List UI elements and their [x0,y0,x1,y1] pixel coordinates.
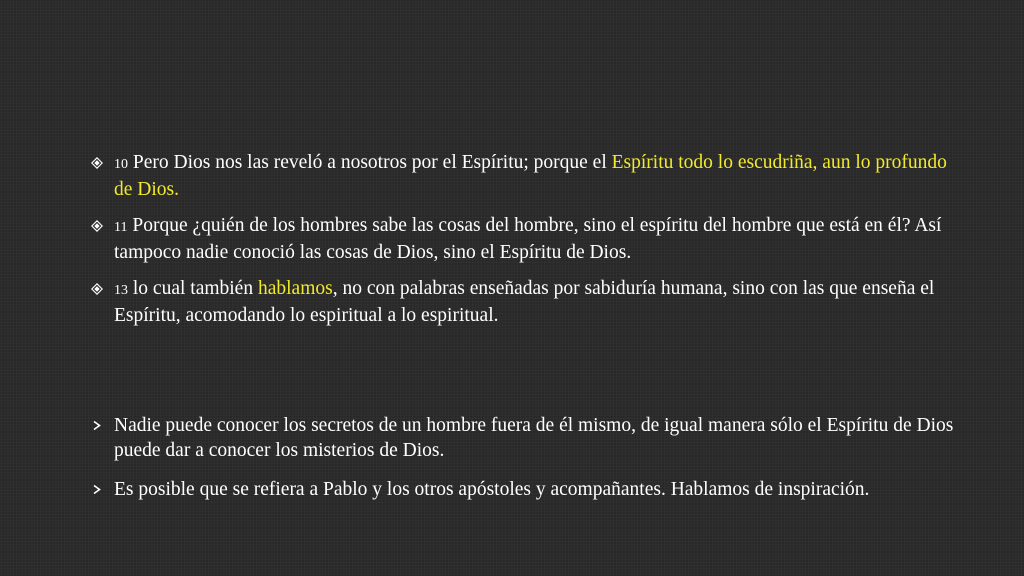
verse-text-after: , no con palabras enseñadas por sabiduría humana, sino con las que enseña el Espíritu, acomodando lo espiritual a lo espiritual. [114,278,935,326]
verse-text-before: lo cual también [128,278,258,299]
verse-highlight: Espíritu todo lo escudriña, aun lo profundo de Dios. [114,152,947,200]
verse-item-13 [88,276,958,328]
verse-number: 11 [114,220,128,235]
diamond-bullet-icon [88,150,106,175]
verse-text [114,213,958,265]
arrow-bullet-icon [88,413,106,438]
verse-number: 13 [114,283,128,298]
diamond-bullet-icon [88,213,106,238]
verse-text-before: Porque ¿quién de los hombres sabe las cosas del hombre, sino el espíritu del hombre que está en él? Así tampoco nadie conoció las cosas de Dios, sino el Espíritu de Dios. [114,215,942,263]
note-item-1 [88,413,958,463]
arrow-bullet-icon [88,477,106,502]
verse-text [114,276,958,328]
verse-item-11 [88,213,958,265]
verse-highlight: hablamos [257,278,333,299]
note-text: Es posible que se refiera a Pablo y los otros apóstoles y acompañantes. Hablamos de inspiración. [114,479,870,500]
diamond-bullet-icon [88,276,106,301]
note-item-2 [88,477,958,502]
verse-text [114,150,958,202]
verse-text-before: Pero Dios nos las reveló a nosotros por el Espíritu; porque el [128,152,612,173]
verse-item-10 [88,150,958,202]
note-text: Nadie puede conocer los secretos de un hombre fuera de él mismo, de igual manera sólo el Espíritu de Dios puede dar a conocer los misterios de Dios. [114,415,954,461]
verse-number: 10 [114,157,128,172]
